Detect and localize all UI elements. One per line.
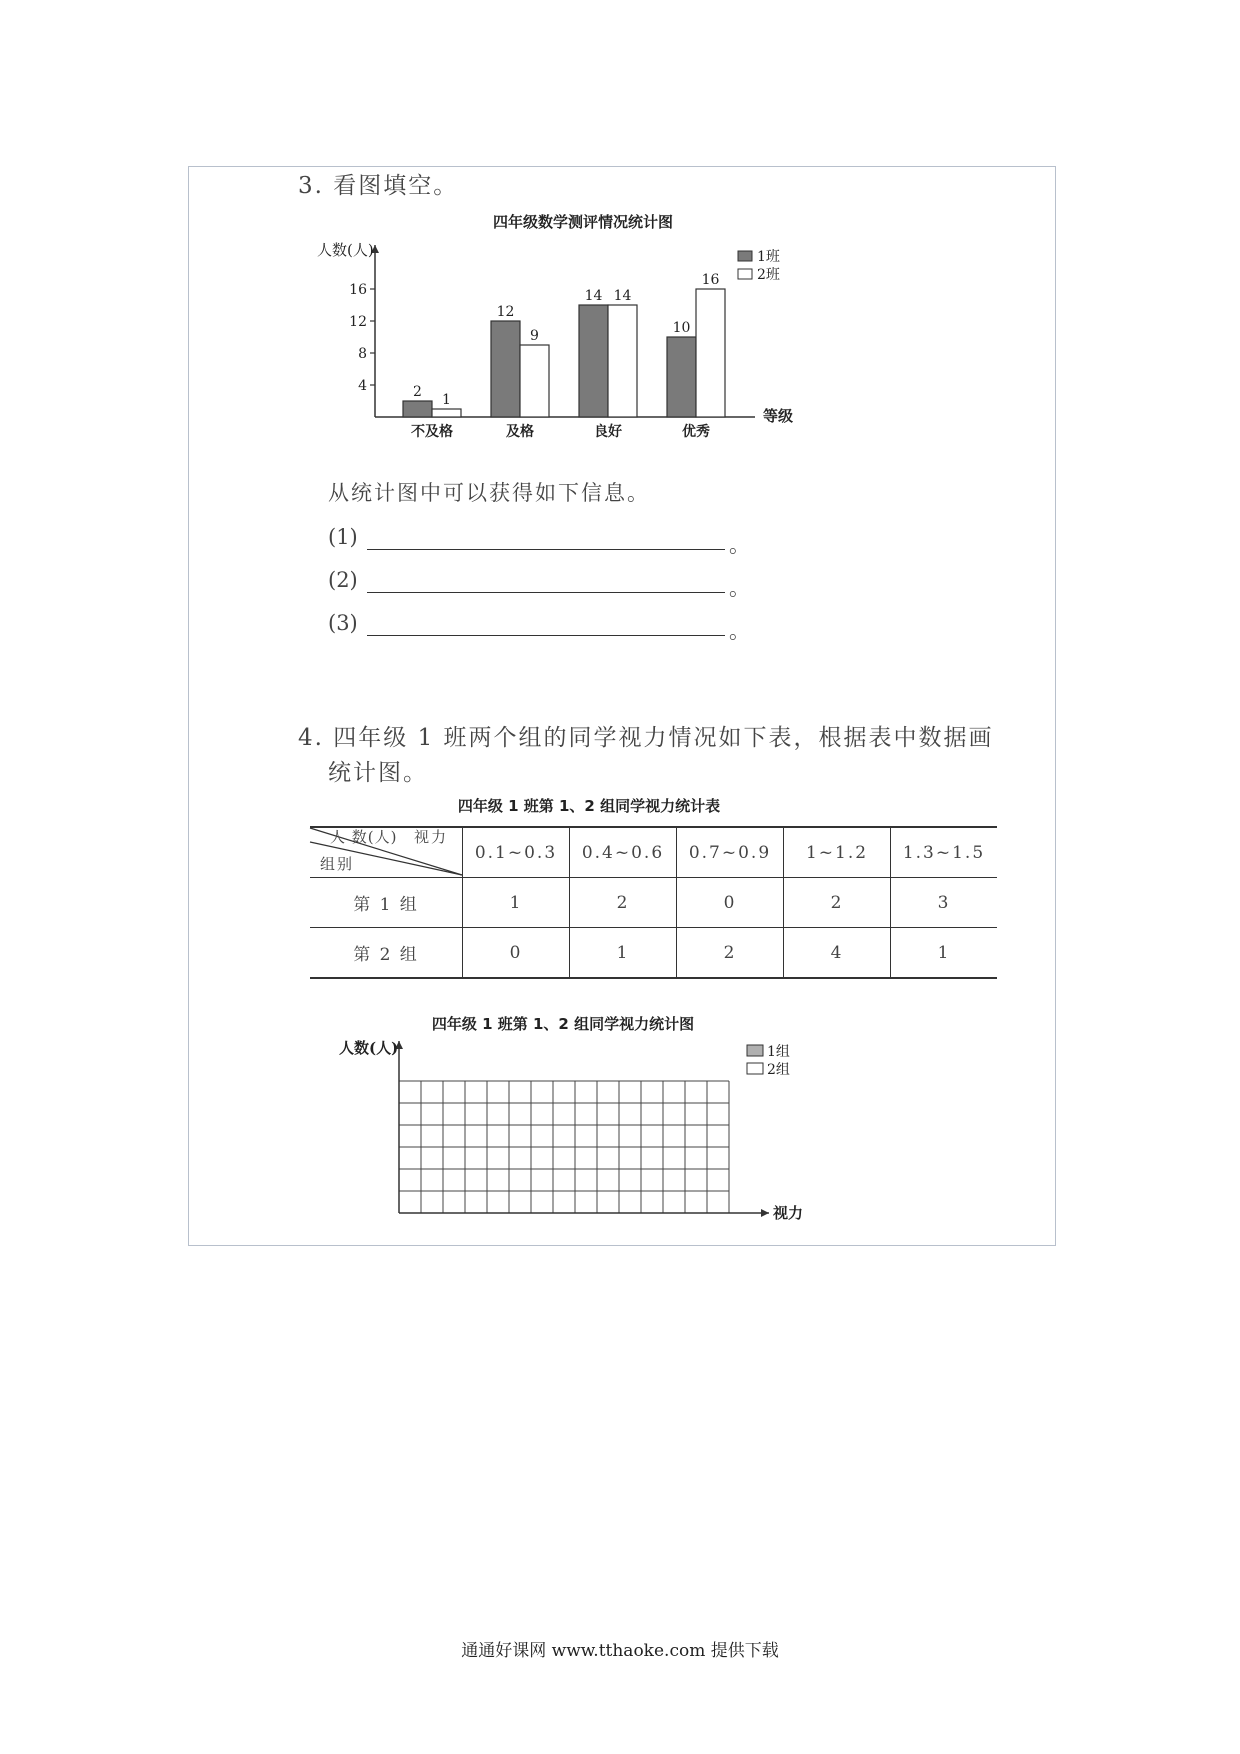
table-cell: 2 (677, 928, 784, 979)
data-label: 16 (701, 272, 720, 288)
legend-label: 1组 (767, 1044, 790, 1060)
table-cell: 1 (463, 878, 570, 928)
category-label: 及格 (506, 424, 534, 440)
worksheet-scan (188, 166, 1056, 1246)
table-corner-cell (310, 827, 463, 878)
table-cell: 0 (463, 928, 570, 979)
corner-vision-label: 视力 (414, 828, 449, 846)
table-cell: 2 (570, 878, 677, 928)
bar (696, 289, 725, 417)
blank-end: 。 (729, 533, 750, 557)
q3-chart-title: 四年级数学测评情况统计图 (492, 213, 673, 231)
bar (520, 345, 549, 417)
blank-end: 。 (729, 619, 750, 643)
table-row (310, 928, 997, 979)
x-axis-label: 视力 (773, 1204, 804, 1222)
answer-line-2[interactable] (367, 592, 725, 593)
column-header: 1~1.2 (784, 827, 891, 878)
data-label: 1 (442, 392, 451, 408)
x-axis-arrow (761, 1209, 769, 1217)
blank-label: (1) (328, 525, 358, 549)
data-label: 14 (584, 288, 603, 304)
blank-label: (3) (328, 611, 358, 635)
bar (491, 321, 520, 417)
y-axis-label: 人数(人) (317, 241, 374, 259)
q4-table-title: 四年级 1 班第 1、2 组同学视力统计表 (457, 797, 721, 815)
legend-swatch (738, 269, 752, 279)
column-header: 0.4~0.6 (570, 827, 677, 878)
row-label: 第 2 组 (310, 928, 463, 979)
answer-line-1[interactable] (367, 549, 725, 550)
bar (403, 401, 432, 417)
legend-label: 2组 (767, 1062, 790, 1078)
q3-blank-3 (328, 611, 358, 635)
corner-people-label: 人 数(人) (330, 828, 398, 846)
y-tick-label: 8 (358, 346, 367, 362)
category-label: 优秀 (682, 424, 710, 440)
category-label: 不及格 (411, 424, 453, 440)
table-cell: 4 (784, 928, 891, 979)
table-cell: 0 (677, 878, 784, 928)
column-header: 0.7~0.9 (677, 827, 784, 878)
bar (608, 305, 637, 417)
y-tick-label: 16 (349, 282, 367, 298)
y-tick-label: 12 (349, 314, 367, 330)
blank-label: (2) (328, 568, 358, 592)
column-header: 1.3~1.5 (891, 827, 998, 878)
y-tick-label: 4 (358, 378, 367, 394)
legend-swatch (747, 1063, 763, 1074)
legend-label: 2班 (757, 267, 780, 283)
legend-swatch (738, 251, 752, 261)
x-axis-label: 等级 (763, 407, 794, 425)
table-cell: 3 (891, 878, 998, 928)
table-cell: 2 (784, 878, 891, 928)
bar (432, 409, 461, 417)
row-label: 第 1 组 (310, 878, 463, 928)
legend-label: 1班 (757, 249, 780, 265)
footer-credit: 通通好课网 www.tthaoke.com 提供下载 (461, 1641, 779, 1661)
q4-chart-title: 四年级 1 班第 1、2 组同学视力统计图 (431, 1015, 695, 1033)
q3-blank-2 (328, 568, 358, 592)
category-label: 良好 (594, 424, 622, 440)
blank-end: 。 (729, 576, 750, 600)
table-row (310, 878, 997, 928)
q4-heading-line1: 4. 四年级 1 班两个组的同学视力情况如下表，根据表中数据画 (298, 725, 994, 751)
bar (579, 305, 608, 417)
q3-bar-chart (315, 227, 835, 447)
data-label: 2 (413, 384, 422, 400)
vision-table (310, 826, 997, 979)
corner-group-label: 组别 (320, 855, 355, 873)
q3-blank-1 (328, 525, 358, 549)
table-cell: 1 (891, 928, 998, 979)
q4-heading-line2: 统计图。 (328, 760, 428, 786)
answer-line-3[interactable] (367, 635, 725, 636)
column-header: 0.1~0.3 (463, 827, 570, 878)
data-label: 10 (672, 320, 691, 336)
q4-blank-grid-chart[interactable] (339, 1027, 869, 1227)
bar (667, 337, 696, 417)
data-label: 14 (613, 288, 632, 304)
data-label: 12 (496, 304, 515, 320)
table-cell: 1 (570, 928, 677, 979)
legend-swatch (747, 1045, 763, 1056)
y-axis-label: 人数(人) (339, 1039, 399, 1057)
q3-heading: 3. 看图填空。 (298, 173, 459, 199)
q3-intro: 从统计图中可以获得如下信息。 (328, 481, 650, 505)
data-label: 9 (530, 328, 539, 344)
table-header-row (310, 827, 997, 878)
